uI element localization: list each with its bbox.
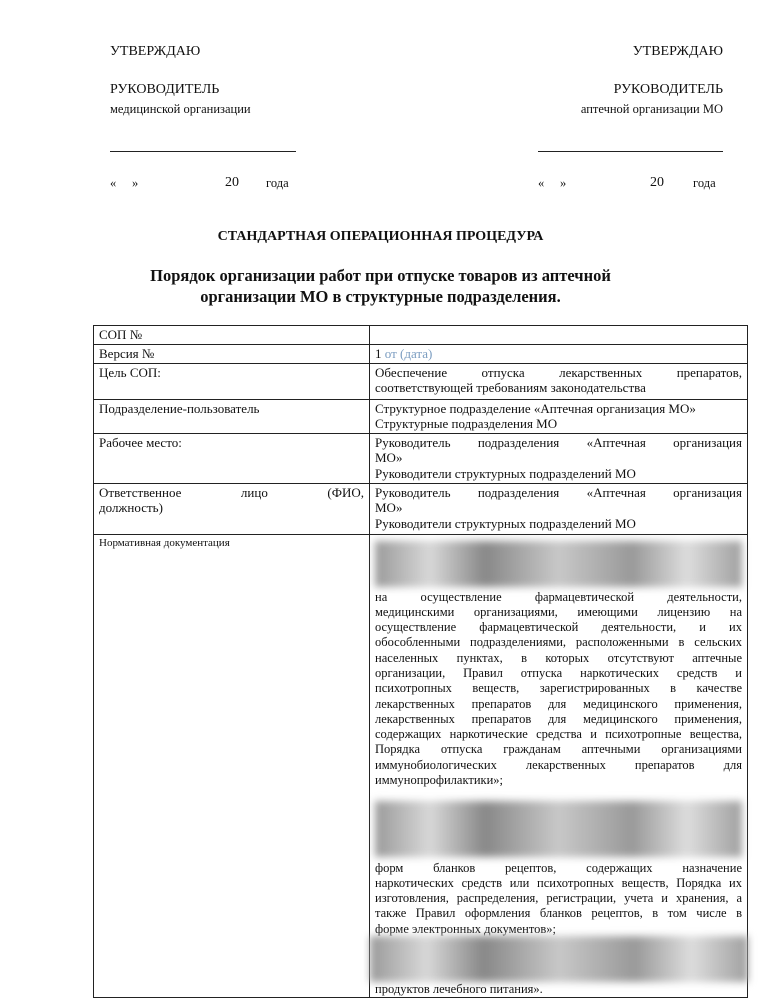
value	[370, 483, 748, 534]
approve-left: УТВЕРЖДАЮ	[110, 44, 201, 59]
text-line: Порядка отпуска гражданам аптечными организациями	[375, 742, 742, 757]
value	[370, 433, 748, 483]
signature-line-left	[110, 151, 296, 152]
text-line: продуктов лечебного питания».	[375, 981, 543, 996]
text-line: изготовления, распределения, регистрации, учета и хранения, а	[375, 891, 742, 906]
row-normative	[94, 534, 748, 997]
normative-block-3	[375, 982, 742, 997]
row-department	[94, 399, 748, 433]
text-line: содержащих наркотические средства и психотропные вещества,	[375, 727, 742, 742]
quote-open: «	[538, 176, 545, 190]
row-sop-no	[94, 326, 748, 345]
text-line: медицинскими организациями, имеющими лицензию на	[375, 604, 742, 619]
text-line: форме электронных документов»;	[375, 921, 557, 936]
text-line: наркотических средств или психотропных веществ, Порядка их	[375, 875, 742, 890]
quote-open: «	[110, 176, 117, 190]
document-type: СТАНДАРТНАЯ ОПЕРАЦИОННАЯ ПРОЦЕДУРА	[217, 229, 544, 244]
text-line: Руководитель подразделения «Аптечная организация	[375, 484, 742, 500]
title-line: Порядок организации работ при отпуске товаров из аптечной	[150, 266, 611, 285]
text-line: на осуществление фармацевтической деятельности,	[375, 589, 742, 604]
text-line: Руководители структурных подразделений МО	[375, 515, 636, 531]
redacted-block	[370, 936, 748, 982]
version-date: от (дата)	[384, 345, 433, 361]
text-line: психотропных веществ, зарегистрированных в качестве	[375, 681, 742, 696]
text-line: соответствующей требованиям законодательства	[375, 380, 646, 395]
text-line: иммунобиологических лекарственных препаратов для	[375, 757, 742, 772]
text-line: Руководитель подразделения «Аптечная организация	[375, 434, 742, 450]
text-line: форм бланков рецептов, содержащих назначение	[375, 860, 742, 875]
text-line: обособленными подразделениями, расположенными в сельских	[375, 635, 742, 650]
signature-line-right	[538, 151, 723, 152]
year-suffix: года	[266, 176, 289, 190]
label: Нормативная документация	[94, 534, 370, 997]
label: Версия №	[94, 344, 370, 363]
text-line: Структурное подразделение «Аптечная организация МО»	[375, 400, 696, 416]
value	[370, 344, 748, 363]
row-version	[94, 344, 748, 363]
label-line: Ответственное лицо (ФИО,	[99, 484, 364, 500]
text-line: МО»	[375, 500, 403, 515]
text-line: также Правил оформления бланков рецептов, в том числе в	[375, 906, 742, 921]
normative-block-2	[375, 861, 742, 937]
value	[370, 326, 748, 345]
text-line: иммунопрофилактики»;	[375, 773, 504, 788]
row-workplace	[94, 433, 748, 483]
value	[370, 534, 748, 997]
quote-close: »	[132, 176, 139, 190]
document-title	[0, 265, 761, 307]
label: Рабочее место:	[94, 433, 370, 483]
version-number: 1	[375, 345, 382, 361]
role-right: РУКОВОДИТЕЛЬ	[613, 82, 723, 97]
year-suffix: года	[693, 176, 716, 190]
text-line: населенных пунктах, в которых отсутствуют аптечные	[375, 650, 742, 665]
row-goal	[94, 363, 748, 399]
label	[94, 483, 370, 534]
sop-table	[93, 325, 748, 998]
label-line: должность)	[99, 500, 163, 515]
text-line: Руководители структурных подразделений МО	[375, 465, 636, 481]
text-line: осуществление фармацевтической деятельности, и их	[375, 620, 742, 635]
row-responsible	[94, 483, 748, 534]
text-line: организации, Правил отпуска наркотических средств и	[375, 665, 742, 680]
org-right: аптечной организации МО	[580, 102, 723, 116]
text-line: Обеспечение отпуска лекарственных препаратов,	[375, 364, 742, 380]
text-line: лекарственных препаратов для медицинского применения,	[375, 696, 742, 711]
label: Цель СОП:	[94, 363, 370, 399]
text-line: лекарственных препаратов для медицинского применения,	[375, 711, 742, 726]
redacted-block	[375, 801, 742, 857]
label: СОП №	[94, 326, 370, 345]
redacted-block	[375, 541, 742, 587]
org-left: медицинской организации	[110, 102, 251, 116]
approve-right: УТВЕРЖДАЮ	[632, 44, 723, 59]
role-left: РУКОВОДИТЕЛЬ	[110, 82, 220, 97]
text-line: МО»	[375, 450, 403, 465]
text-line: Структурные подразделения МО	[375, 416, 558, 431]
label: Подразделение-пользователь	[94, 399, 370, 433]
normative-block-1	[375, 590, 742, 789]
year: 20	[650, 175, 664, 190]
value	[370, 399, 748, 433]
title-line: организации МО в структурные подразделения.	[200, 287, 561, 306]
value	[370, 363, 748, 399]
quote-close: »	[560, 176, 567, 190]
year: 20	[225, 175, 239, 190]
